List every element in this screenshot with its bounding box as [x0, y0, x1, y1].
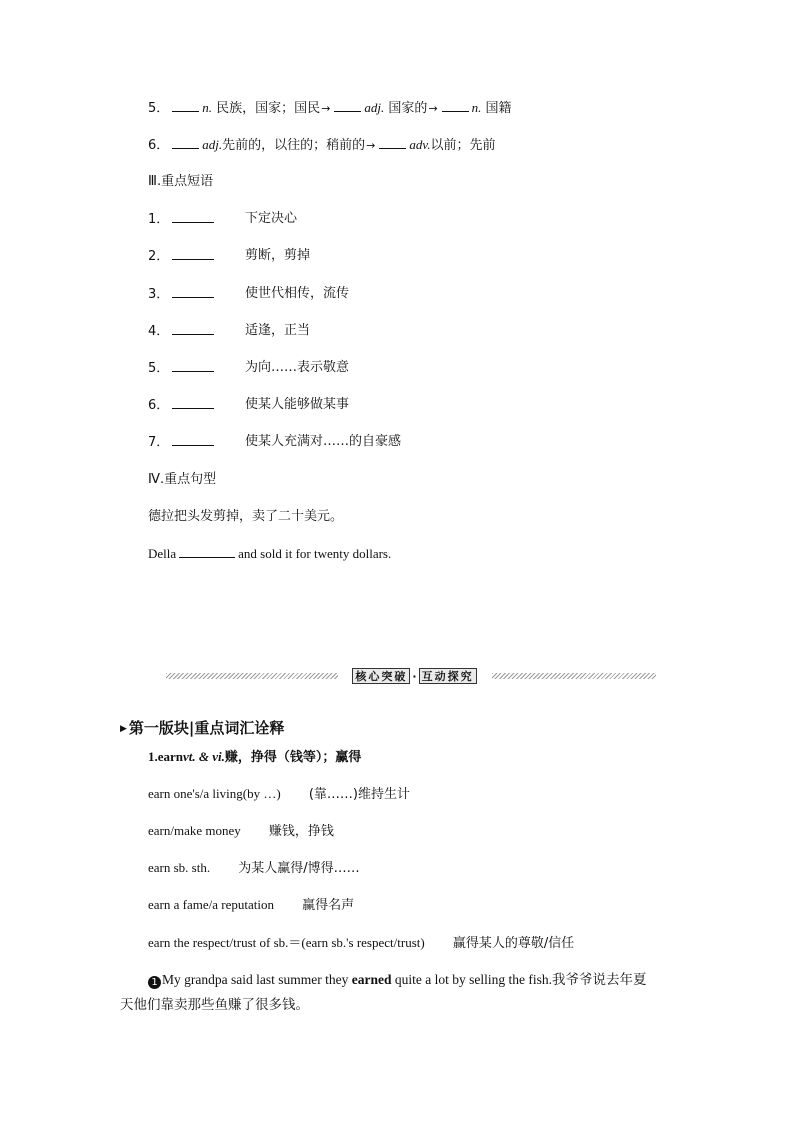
answer-blank[interactable] — [172, 359, 214, 372]
section-banner — [166, 668, 656, 684]
item-number: 6． — [148, 398, 170, 413]
meaning-text: 国籍 — [485, 101, 512, 116]
usage-chinese: 赢得某人的尊敬/信任 — [452, 936, 575, 951]
banner-stripe-right — [492, 673, 656, 679]
answer-blank[interactable] — [172, 285, 214, 298]
usage-english: earn/make money — [148, 823, 241, 838]
example-chinese-line2: 天他们靠卖那些鱼赚了很多钱。 — [120, 997, 309, 1013]
meaning-text: 国家的 — [388, 101, 428, 116]
answer-blank[interactable] — [334, 99, 361, 112]
phrase-meaning: 使某人充满对……的自豪感 — [245, 434, 402, 449]
answer-blank[interactable] — [172, 322, 214, 335]
example-number-icon: 1 — [148, 976, 161, 989]
answer-blank[interactable] — [442, 99, 469, 112]
banner-box-left — [352, 668, 410, 684]
meaning-text: 以前；先前 — [430, 138, 496, 153]
banner-char: 究 — [460, 670, 474, 683]
answer-blank[interactable] — [172, 396, 214, 409]
item-number: 4． — [148, 324, 170, 339]
part-of-speech: adj. — [364, 100, 385, 115]
answer-blank[interactable] — [172, 136, 199, 149]
phrase-meaning: 适逢，正当 — [245, 323, 311, 338]
sentences-heading: Ⅳ.重点句型 — [148, 472, 217, 487]
phrase-meaning: 使某人能够做某事 — [245, 397, 350, 412]
phrase-meaning: 剪断，剪掉 — [245, 248, 311, 263]
section-title — [120, 717, 284, 738]
sentence-chinese: 德拉把头发剪掉，卖了二十美元。 — [148, 509, 344, 524]
part-of-speech: adj. — [202, 137, 223, 152]
example-sentence — [148, 971, 646, 989]
usage-chinese: 赚钱，挣钱 — [268, 824, 334, 839]
usage-english: earn the respect/trust of sb.＝(earn sb.'s respect/trust) — [148, 935, 425, 950]
item-number: 1． — [148, 212, 170, 227]
item-number: 2． — [148, 249, 170, 264]
item-number: 6． — [148, 138, 170, 153]
meaning-text: 民族，国家；国民 — [216, 101, 321, 116]
meaning-text: 先前的，以往的；稍前的 — [222, 138, 366, 153]
arrow-icon: → — [321, 102, 331, 115]
answer-blank[interactable] — [172, 433, 214, 446]
usage-item — [148, 785, 410, 804]
answer-blank[interactable] — [172, 210, 214, 223]
banner-char: 探 — [447, 670, 461, 683]
banner-label — [341, 668, 488, 684]
usage-item — [148, 934, 574, 953]
headword: 1.earn — [148, 749, 184, 764]
item-number: 3． — [148, 287, 170, 302]
vocab-item-5 — [148, 99, 512, 118]
headword-pos: vt. & vi. — [183, 749, 225, 764]
phrase-meaning: 为向……表示敬意 — [245, 360, 350, 375]
banner-char: 核 — [355, 670, 369, 683]
entry-headword-line — [148, 748, 361, 767]
part-of-speech: n. — [471, 100, 482, 115]
usage-item — [148, 859, 360, 878]
answer-blank[interactable] — [172, 247, 214, 260]
banner-char: 动 — [434, 670, 448, 683]
answer-blank[interactable] — [379, 136, 406, 149]
vocab-item-6 — [148, 136, 495, 155]
phrase-meaning: 使世代相传，流传 — [245, 286, 350, 301]
answer-blank[interactable] — [172, 99, 199, 112]
banner-stripe-left — [166, 673, 338, 679]
item-number: 5． — [148, 361, 170, 376]
part-of-speech: n. — [202, 100, 213, 115]
arrow-icon: → — [366, 139, 376, 152]
sentence-end: and sold it for twenty dollars. — [238, 546, 392, 561]
banner-char: 互 — [421, 670, 435, 683]
answer-blank[interactable] — [179, 545, 235, 558]
example-english-start: My grandpa said last summer they — [162, 972, 352, 987]
headword-meaning: 赚，挣得（钱等）；赢得 — [224, 750, 362, 765]
usage-english: earn a fame/a reputation — [148, 897, 274, 912]
banner-dot: · — [412, 669, 417, 683]
triangle-marker-icon: ▶ — [120, 724, 127, 734]
banner-char: 破 — [394, 670, 408, 683]
phrases-heading: Ⅲ.重点短语 — [148, 174, 214, 189]
example-chinese-line1: 我爷爷说去年夏 — [551, 972, 647, 988]
item-number: 7． — [148, 435, 170, 450]
example-english-end: quite a lot by selling the fish. — [391, 972, 552, 987]
usage-chinese: (靠……)维持生计 — [308, 787, 410, 802]
example-keyword: earned — [351, 972, 392, 987]
arrow-icon: → — [428, 102, 438, 115]
item-number: 5． — [148, 101, 170, 116]
usage-english: earn sb. sth. — [148, 860, 211, 875]
part-of-speech: adv. — [409, 137, 431, 152]
usage-chinese: 赢得名声 — [302, 898, 355, 913]
phrase-meaning: 下定决心 — [245, 211, 298, 226]
banner-char: 心 — [368, 670, 382, 683]
usage-chinese: 为某人赢得/博得…… — [238, 861, 360, 876]
usage-item — [148, 822, 334, 841]
banner-box-right — [419, 668, 477, 684]
banner-char: 突 — [381, 670, 395, 683]
usage-item — [148, 896, 354, 915]
sentence-start: Della — [148, 546, 177, 561]
sentence-english — [148, 545, 391, 563]
section-title-text: 第一版块|重点词汇诠释 — [128, 719, 285, 737]
usage-english: earn one's/a living(by …) — [148, 786, 281, 801]
